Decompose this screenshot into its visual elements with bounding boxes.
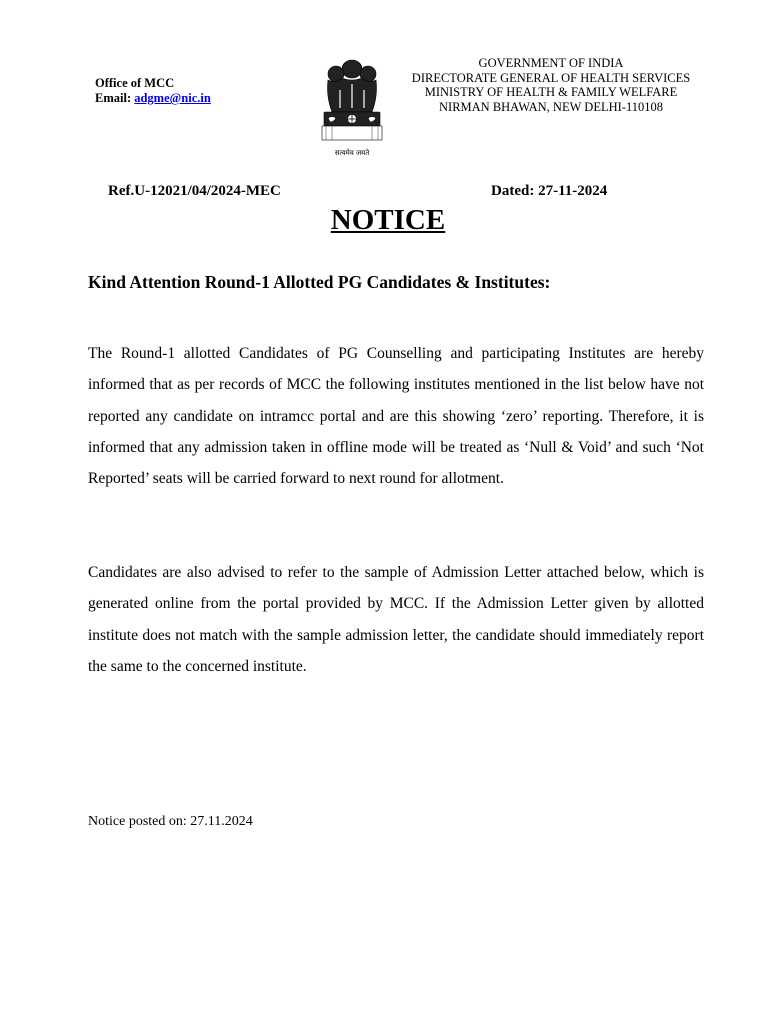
email-link[interactable]: adgme@nic.in <box>134 91 211 105</box>
emblem-motto: सत्यमेव जयते <box>334 149 370 157</box>
office-block <box>95 76 211 106</box>
gov-line-1: GOVERNMENT OF INDIA <box>478 56 624 70</box>
email-label: Email: <box>95 91 132 105</box>
paragraph-2: Candidates are also advised to refer to the sample of Admission Letter attached below, which is generated online from the portal provided by MCC. If the Admission Letter given by allotted institute does not match with the sample admission letter, the candidate should immediately report the same to the concerned institute. <box>88 564 704 675</box>
notice-date: Dated: 27-11-2024 <box>491 183 608 199</box>
posted-date: Notice posted on: 27.11.2024 <box>88 814 253 829</box>
paragraph-1: The Round-1 allotted Candidates of PG Counselling and participating Institutes are hereby informed that as per records of MCC the following institutes mentioned in the list below have not reported any candidate on intramcc portal and are this showing ‘zero’ reporting. Therefore, it is informed that any admission taken in offline mode will be treated as ‘Null & Void’ and such ‘Not Reported’ seats will be carried forward to next round for allotment. <box>88 345 704 488</box>
reference-number: Ref.U-12021/04/2024-MEC <box>108 183 281 199</box>
page-title: NOTICE <box>330 204 446 236</box>
email-line <box>95 91 211 106</box>
attention-heading: Kind Attention Round-1 Allotted PG Candidates & Institutes: <box>88 272 551 292</box>
gov-line-4: NIRMAN BHAWAN, NEW DELHI-110108 <box>439 99 663 114</box>
gov-line-3: MINISTRY OF HEALTH & FAMILY WELFARE <box>424 85 678 99</box>
gov-line-2: DIRECTORATE GENERAL OF HEALTH SERVICES <box>411 70 691 85</box>
office-label: Office of MCC <box>95 76 175 90</box>
national-emblem-icon <box>318 56 386 160</box>
government-header <box>396 56 706 114</box>
